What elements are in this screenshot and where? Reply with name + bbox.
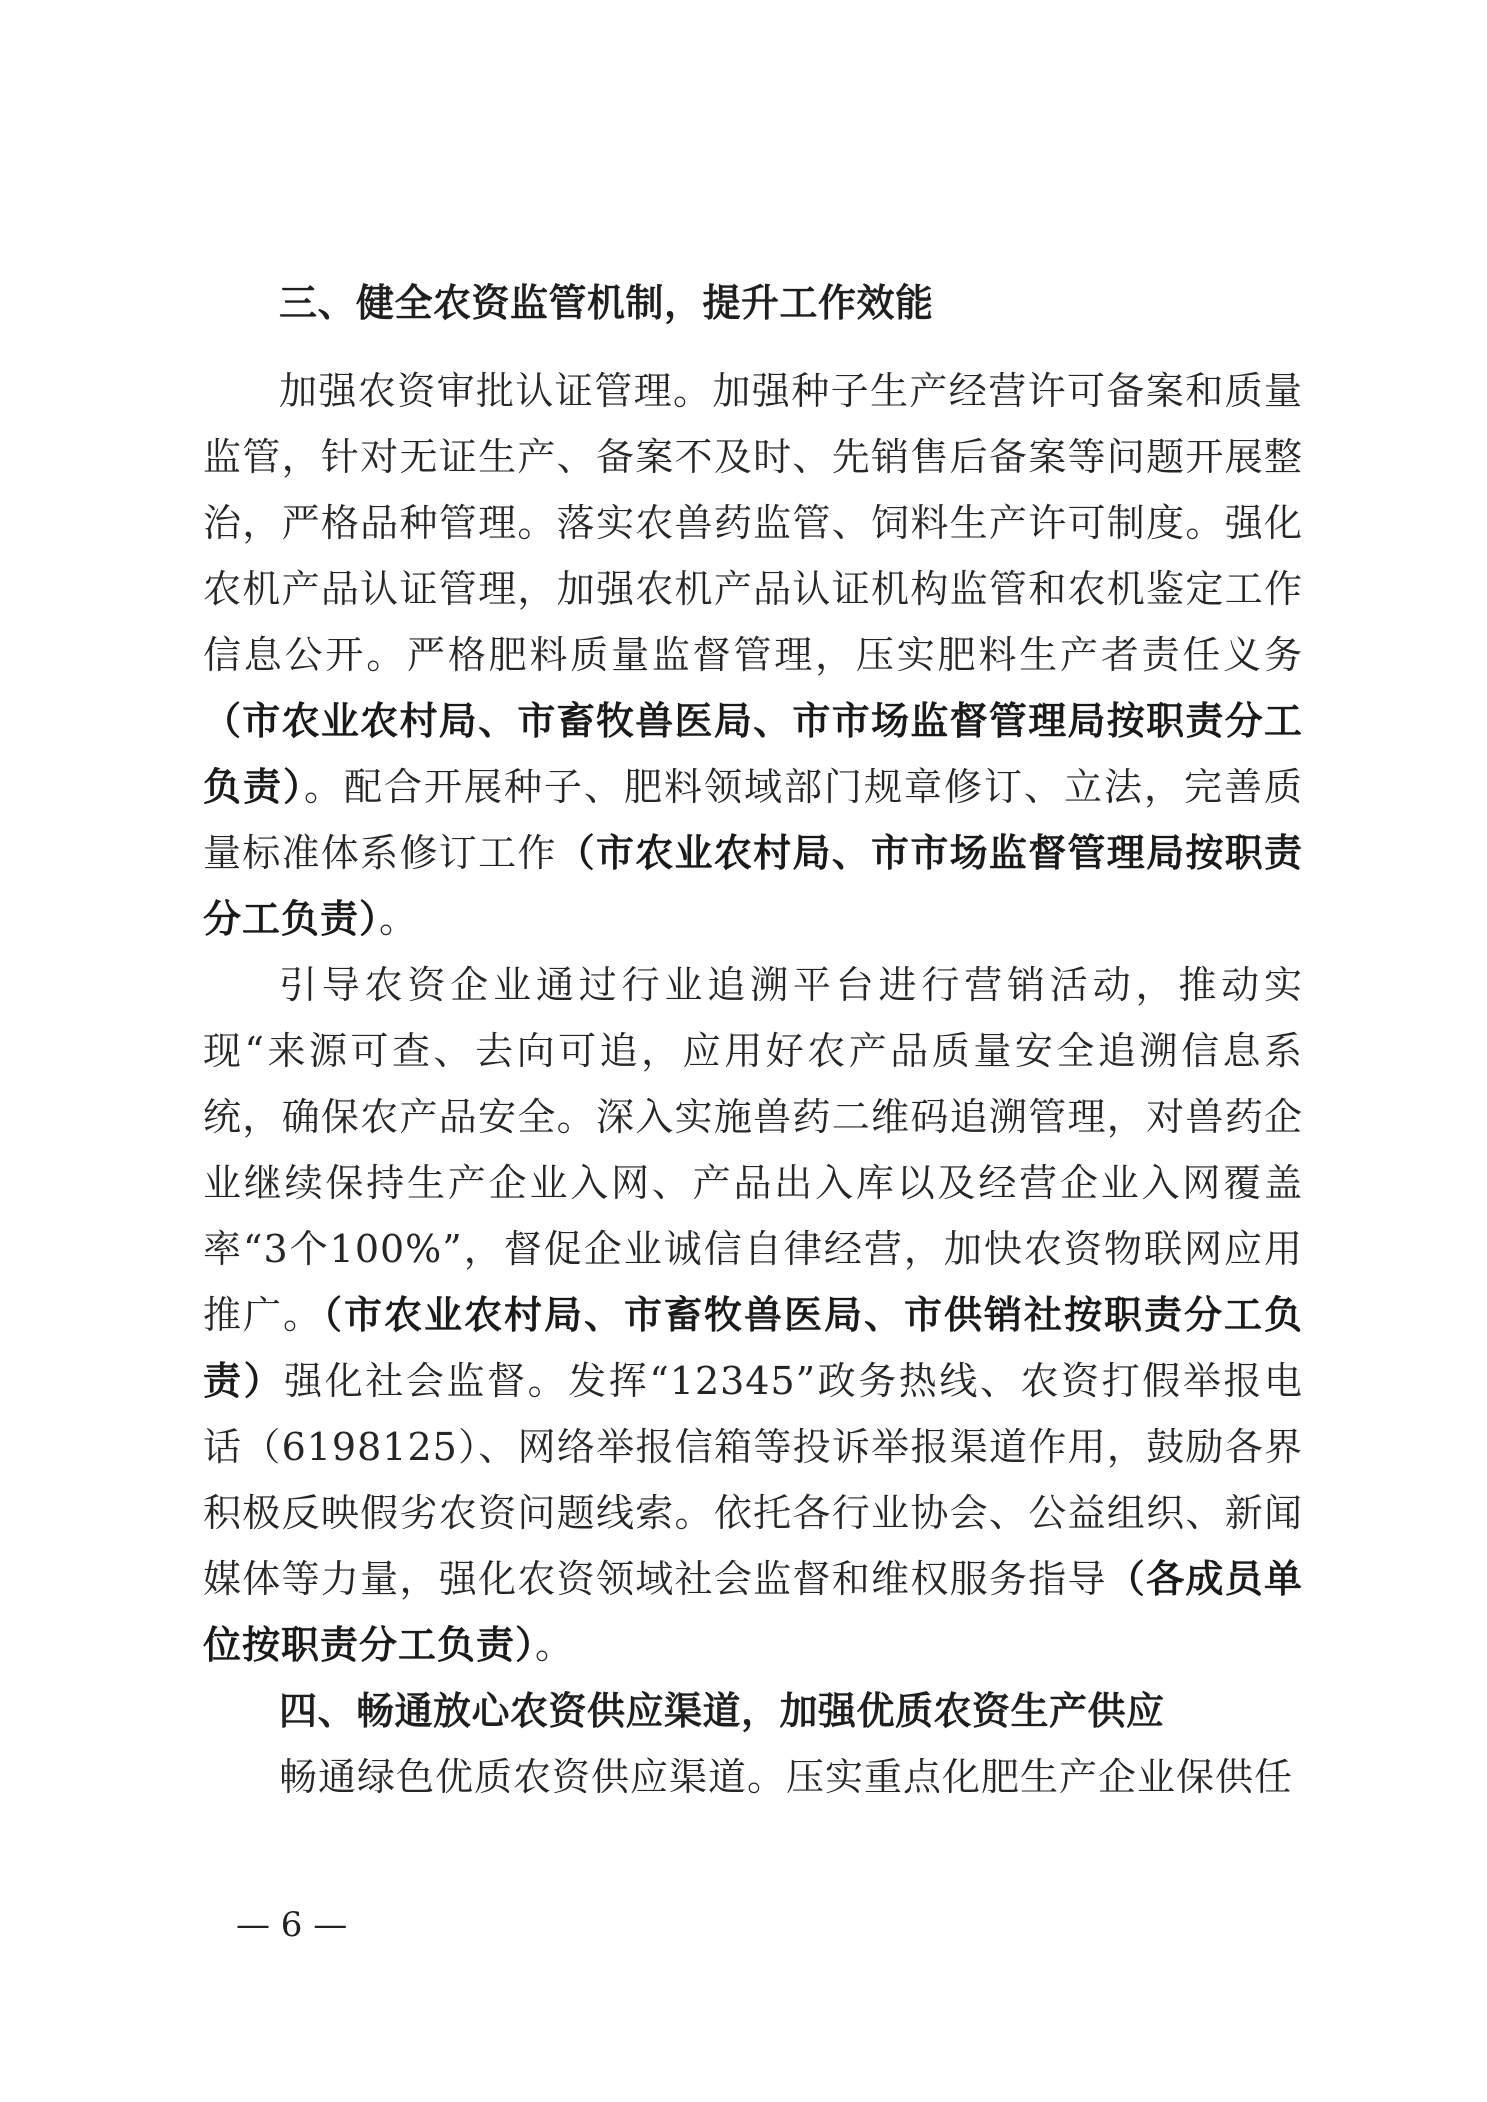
section-heading-3: 三、健全农资监管机制，提升工作效能 (279, 281, 934, 325)
paragraph-text: 。 (535, 1623, 575, 1667)
paragraph-supply-channels: 畅通绿色优质农资供应渠道。压实重点化肥生产企业保供任 (279, 1755, 1294, 1799)
paragraph-approval-management (203, 358, 1303, 952)
document-body (203, 270, 1303, 1810)
responsible-units-note: （各成员单位按职责分工负责） (203, 1557, 1303, 1667)
paragraph-text: 。配合开展种子、肥料领域部门规章修订、立法，完善质量标准体系修订工作 (203, 765, 1303, 875)
responsible-units-note: （市农业农村局、市市场监督管理局按职责分工负责） (203, 831, 1303, 941)
responsible-units-note: （市农业农村局、市畜牧兽医局、市市场监督管理局按职责分工负责） (203, 699, 1303, 809)
paragraph-traceability (203, 952, 1303, 1678)
page-number: — 6 — (236, 1905, 348, 1945)
paragraph-text: 强化社会监督。发挥“12345”政务热线、农资打假举报电话（6198125）、网络举报信箱等投诉举报渠道作用，鼓励各界积极反映假劣农资问题线索。依托各行业协会、公益组织、新闻媒体等力量，强化农资领域社会监督和维权服务指导 (203, 1359, 1303, 1601)
paragraph-text: 加强农资审批认证管理。加强种子生产经营许可备案和质量监管，针对无证生产、备案不及时、先销售后备案等问题开展整治，严格品种管理。落实农兽药监管、饲料生产许可制度。强化农机产品认证管理，加强农机产品认证机构监管和农机鉴定工作信息公开。严格肥料质量监督管理，压实肥料生产者责任义务 (203, 369, 1303, 677)
section-heading-4: 四、畅通放心农资供应渠道，加强优质农资生产供应 (279, 1689, 1165, 1733)
paragraph-text: 引导农资企业通过行业追溯平台进行营销活动，推动实现“来源可查、去向可追，应用好农产品质量安全追溯信息系统，确保农产品安全。深入实施兽药二维码追溯管理，对兽药企业继续保持生产企业入网、产品出入库以及经营企业入网覆盖率“3个100%”，督促企业诚信自律经营，加快农资物联网应用推广。 (203, 963, 1303, 1337)
paragraph-text: 。 (379, 897, 419, 941)
responsible-units-note: （市农业农村局、市畜牧兽医局、市供销社按职责分工负责） (203, 1293, 1303, 1403)
